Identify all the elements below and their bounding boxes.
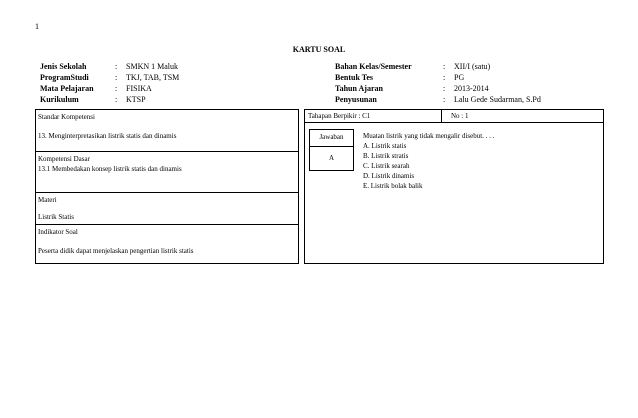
header-value: XII/I (satu): [454, 62, 491, 71]
header-label: Kurikulum: [40, 95, 79, 104]
kompetensi-dasar-label: Kompetensi Dasar: [38, 155, 90, 163]
header-label: Penyusunan: [335, 95, 377, 104]
standar-kompetensi-label: Standar Kompetensi: [38, 113, 95, 121]
header-row: [335, 83, 541, 94]
indikator-soal-cell: [36, 225, 298, 263]
header-colon: :: [443, 95, 446, 104]
left-panel: [35, 109, 299, 264]
header-right: [335, 61, 541, 105]
header-row: [335, 72, 541, 83]
option-d: D. Listrik dinamis: [363, 172, 415, 180]
kompetensi-dasar-value: 13.1 Membedakan konsep listrik statis dan dinamis: [38, 165, 182, 173]
header-label: Bentuk Tes: [335, 73, 374, 82]
page-number: 1: [35, 22, 39, 31]
jawaban-value: A: [328, 154, 335, 162]
jawaban-label: Jawaban: [319, 133, 344, 141]
standar-kompetensi-cell: [36, 110, 298, 152]
indikator-soal-label: Indikator Soal: [38, 228, 78, 236]
page-title: KARTU SOAL: [292, 45, 346, 54]
nomor-soal: No : 1: [451, 112, 469, 120]
kompetensi-dasar-cell: [36, 152, 298, 193]
header-row: [335, 61, 541, 72]
option-a: A. Listrik statis: [363, 142, 407, 150]
header-row: [40, 94, 179, 105]
materi-label: Materi: [38, 196, 57, 204]
question-block: [363, 131, 494, 191]
header-row: [40, 61, 179, 72]
tahapan-berpikir: Tahapan Berpikir : C1: [308, 112, 371, 120]
jawaban-divider: [310, 146, 353, 147]
header-colon: :: [115, 62, 118, 71]
header-label: Jenis Sekolah: [40, 62, 87, 71]
header-value: KTSP: [126, 95, 146, 104]
header-value: 2013-2014: [454, 84, 489, 93]
materi-value: Listrik Statis: [38, 213, 74, 221]
header-label: Mata Pelajaran: [40, 84, 94, 93]
tahapan-bottom-line: [305, 122, 603, 123]
right-panel: [304, 109, 604, 264]
materi-cell: [36, 193, 298, 225]
header-colon: :: [443, 62, 446, 71]
jawaban-box: [309, 129, 354, 171]
header-row: [335, 94, 541, 105]
header-value: TKJ, TAB, TSM: [126, 73, 180, 82]
header-colon: :: [115, 95, 118, 104]
tahapan-divider: [441, 110, 442, 122]
header-row: [40, 72, 179, 83]
standar-kompetensi-value: 13. Menginterpretasikan listrik statis dan dinamis: [38, 132, 177, 140]
header-label: Bahan Kelas/Semester: [335, 62, 412, 71]
header-left: [40, 61, 179, 105]
header-value: Lalu Gede Sudarman, S.Pd: [454, 95, 541, 104]
header-colon: :: [443, 84, 446, 93]
option-e: E. Listrik bolak balik: [363, 182, 423, 190]
header-colon: :: [443, 73, 446, 82]
option-b: B. Listrik stratis: [363, 152, 409, 160]
indikator-soal-value: Peserta didik dapat menjelaskan pengertian listrik statis: [38, 247, 194, 255]
header-value: SMKN 1 Maluk: [126, 62, 179, 71]
header-label: Tahun Ajaran: [335, 84, 383, 93]
header-colon: :: [115, 73, 118, 82]
question-text: Muatan listrik yang tidak mengalir disebut. . . .: [363, 132, 495, 140]
header-row: [40, 83, 179, 94]
header-colon: :: [115, 84, 118, 93]
option-c: C. Listrik searah: [363, 162, 410, 170]
header-value: PG: [454, 73, 465, 82]
header-value: FISIKA: [126, 84, 152, 93]
header-label: ProgramStudi: [40, 73, 89, 82]
